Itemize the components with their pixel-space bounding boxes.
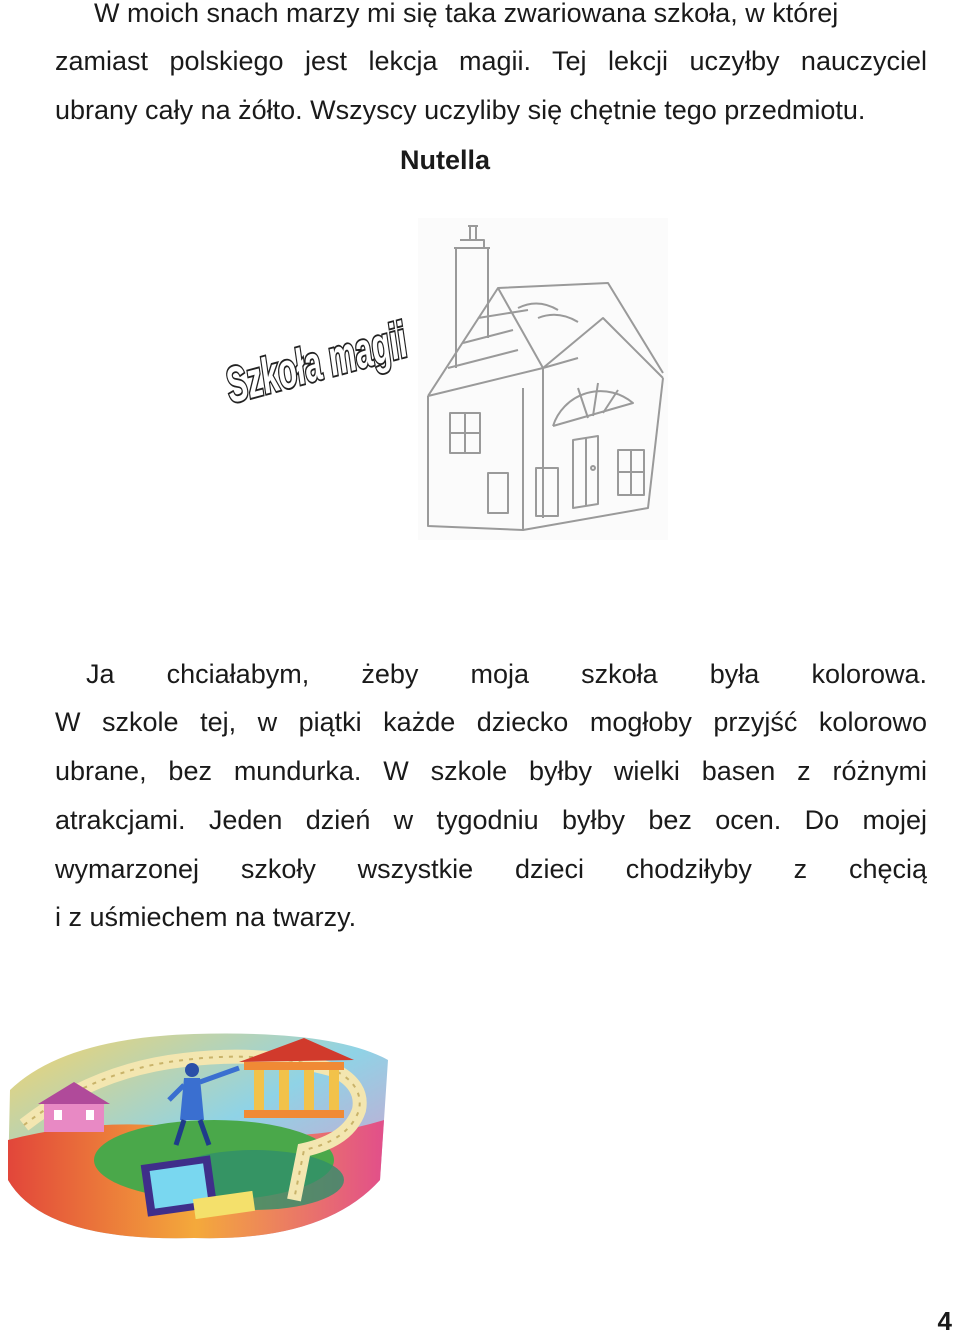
school-collage-illustration [4, 1030, 389, 1242]
paragraph-2-line-5: wymarzonej szkoły wszystkie dzieci chodziłyby z chęcią [55, 854, 927, 884]
school-of-magic-wordart [215, 296, 469, 414]
paragraph-2-line-3: ubrane, bez mundurka. W szkole byłby wielki basen z różnymi [55, 756, 927, 786]
paragraph-2-line-4: atrakcjami. Jeden dzień w tygodniu byłby bez ocen. Do mojej [55, 805, 927, 835]
page-number: 4 [937, 1306, 952, 1336]
house-drawing-image [418, 218, 668, 540]
paragraph-1-line-1: W moich snach marzy mi się taka zwariowana szkoła, w której [94, 0, 839, 28]
paragraph-1-line-2: zamiast polskiego jest lekcja magii. Tej lekcji uczyłby nauczyciel [55, 46, 927, 76]
paragraph-1-line-3: ubrany cały na żółto. Wszyscy uczyliby się chętnie tego przedmiotu. [55, 95, 866, 125]
paragraph-2-line-6: i z uśmiechem na twarzy. [55, 902, 357, 932]
paragraph-2-line-2: W szkole tej, w piątki każde dziecko mogłoby przyjść kolorowo [55, 707, 927, 737]
svg-text:Szkoła magii: Szkoła magii [219, 296, 469, 414]
paragraph-2-line-1: Ja chciałabym, żeby moja szkoła była kolorowa. [86, 659, 927, 689]
author-signature: Nutella [400, 145, 491, 175]
